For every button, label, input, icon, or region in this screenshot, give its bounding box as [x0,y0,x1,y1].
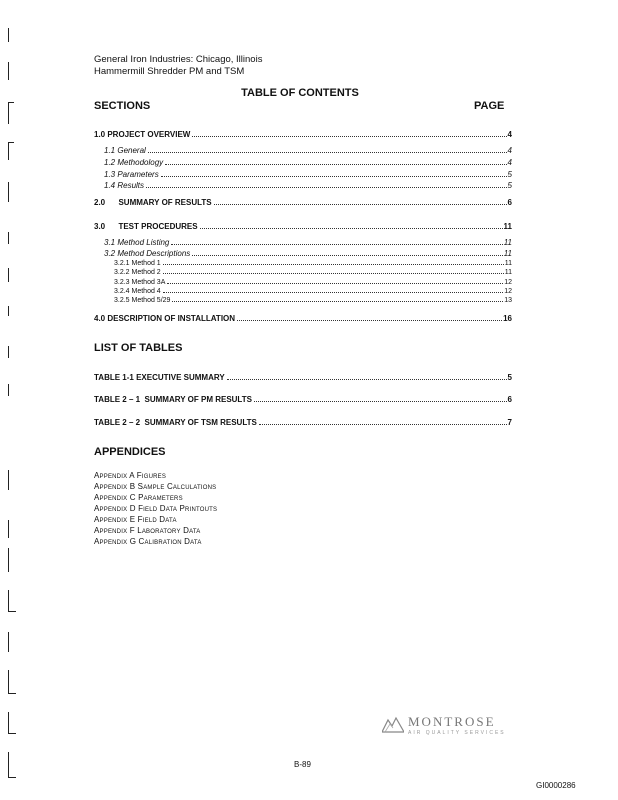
scan-mark [8,306,9,316]
scan-mark [8,632,9,652]
leader-dots [254,400,507,402]
toc-entry [104,158,512,167]
table-entry [94,418,512,427]
leader-dots [172,300,503,302]
leader-dots [192,254,502,256]
document-header [94,54,262,78]
toc-entry-page: 11 [504,260,512,267]
logo-name: MONTROSE [408,714,496,729]
appendix-item: Appendix E Field Data [94,515,177,524]
toc-entry [94,314,512,323]
table-entry [94,395,512,404]
table-entry-page: 7 [507,418,512,427]
leader-dots [214,203,507,205]
toc-entry-label: 1.3 Parameters [104,170,159,179]
scan-mark [8,777,16,778]
bates-number: GI0000286 [536,781,576,790]
appendix-item: Appendix F Laboratory Data [94,526,201,535]
scan-mark [8,611,16,612]
scan-mark [8,752,9,778]
header-line-1: General Iron Industries: Chicago, Illinois [94,54,263,65]
leader-dots [167,282,503,284]
toc-entry [94,130,512,139]
table-entry-label: TABLE 1-1 EXECUTIVE SUMMARY [94,373,225,382]
leader-dots [259,423,507,425]
leader-dots [148,151,507,153]
toc-entry-page: 16 [503,314,512,323]
scan-mark [8,548,9,572]
sections-label: SECTIONS [94,100,151,112]
toc-entry [94,222,512,231]
toc-entry-page: 11 [503,249,512,258]
toc-entry-page: 4 [507,146,512,155]
toc-entry-label: 2.0 SUMMARY OF RESULTS [94,198,212,207]
toc-entry-label: 3.2.2 Method 2 [114,269,161,276]
leader-dots [163,291,504,293]
scan-mark [8,733,16,734]
toc-entry-label: 3.2 Method Descriptions [104,249,191,258]
toc-entry-label: 3.2.1 Method 1 [114,260,161,267]
appendix-item: Appendix G Calibration Data [94,537,202,546]
toc-entry-page: 11 [504,269,512,276]
toc-entry-label: 3.0 TEST PROCEDURES [94,222,198,231]
toc-entry-page: 12 [504,288,512,295]
scan-mark [8,590,9,612]
scan-mark [8,232,9,244]
table-entry [94,373,512,382]
toc-entry [104,170,512,179]
toc-entry-page: 12 [504,279,512,286]
table-entry-page: 5 [507,373,512,382]
appendix-item: Appendix A Figures [94,471,167,480]
toc-entry-page: 4 [507,130,512,139]
scan-mark [8,268,9,282]
appendices-heading: APPENDICES [94,446,166,458]
toc-entry-page: 5 [507,170,512,179]
table-entry-label: TABLE 2 – 1 SUMMARY OF PM RESULTS [94,395,252,404]
toc-entry-page: 11 [503,238,512,247]
toc-entry-page: 11 [503,222,512,231]
header-line-2: Hammermill Shredder PM and TSM [94,66,245,77]
table-entry-page: 6 [507,395,512,404]
scan-mark [8,346,9,358]
toc-entry-page: 13 [504,297,512,304]
scan-mark [8,28,9,42]
toc-entry-label: 3.2.4 Method 4 [114,288,161,295]
toc-title: TABLE OF CONTENTS [241,87,359,99]
toc-entry-label: 4.0 DESCRIPTION OF INSTALLATION [94,314,236,323]
toc-entry [104,181,512,190]
scan-mark [8,693,16,694]
scan-mark [8,182,9,202]
toc-entry-page: 6 [507,198,512,207]
appendix-item: Appendix C Parameters [94,493,183,502]
scan-mark [8,142,14,143]
toc-entry-page: 4 [507,158,512,167]
toc-entry [114,269,512,276]
scan-mark [8,470,9,490]
toc-entry [114,279,512,286]
toc-entry [104,146,512,155]
toc-entry-label: 1.4 Results [104,181,145,190]
montrose-logo [382,714,506,736]
toc-entry [104,238,512,247]
toc-entry-label: 1.2 Methodology [104,158,164,167]
scan-mark [8,142,9,160]
scan-mark [8,520,9,538]
toc-entry-page: 5 [507,181,512,190]
toc-entry-label: 1.1 General [104,146,146,155]
appendix-item: Appendix B Sample Calculations [94,482,217,491]
toc-entry [104,249,512,258]
toc-entry [94,198,512,207]
scan-mark [8,102,14,103]
list-of-tables-heading: LIST OF TABLES [94,342,183,354]
leader-dots [161,175,507,177]
toc-entry [114,297,512,304]
appendix-list [94,470,217,547]
scan-mark [8,384,9,396]
scan-mark [8,102,9,124]
page-label: PAGE [474,100,505,112]
leader-dots [163,263,504,265]
toc-entry-label: 3.2.3 Method 3A [114,279,166,286]
logo-tagline: AIR QUALITY SERVICES [408,730,506,736]
toc-entry [114,288,512,295]
appendix-item: Appendix D Field Data Printouts [94,504,218,513]
leader-dots [192,135,506,137]
toc-entry-label: 1.0 PROJECT OVERVIEW [94,130,191,139]
table-entry-label: TABLE 2 – 2 SUMMARY OF TSM RESULTS [94,418,257,427]
toc-entry [114,260,512,267]
leader-dots [237,319,502,321]
leader-dots [171,243,502,245]
leader-dots [200,227,503,229]
scan-mark [8,712,9,734]
leader-dots [146,186,507,188]
scan-mark [8,62,9,80]
toc-entry-label: 3.2.5 Method 5/29 [114,297,171,304]
leader-dots [165,163,506,165]
leader-dots [227,378,507,380]
toc-entry-label: 3.1 Method Listing [104,238,170,247]
scan-mark [8,670,9,694]
leader-dots [163,272,504,274]
page-number: B-89 [294,760,311,769]
mountain-logo-icon [382,716,404,734]
